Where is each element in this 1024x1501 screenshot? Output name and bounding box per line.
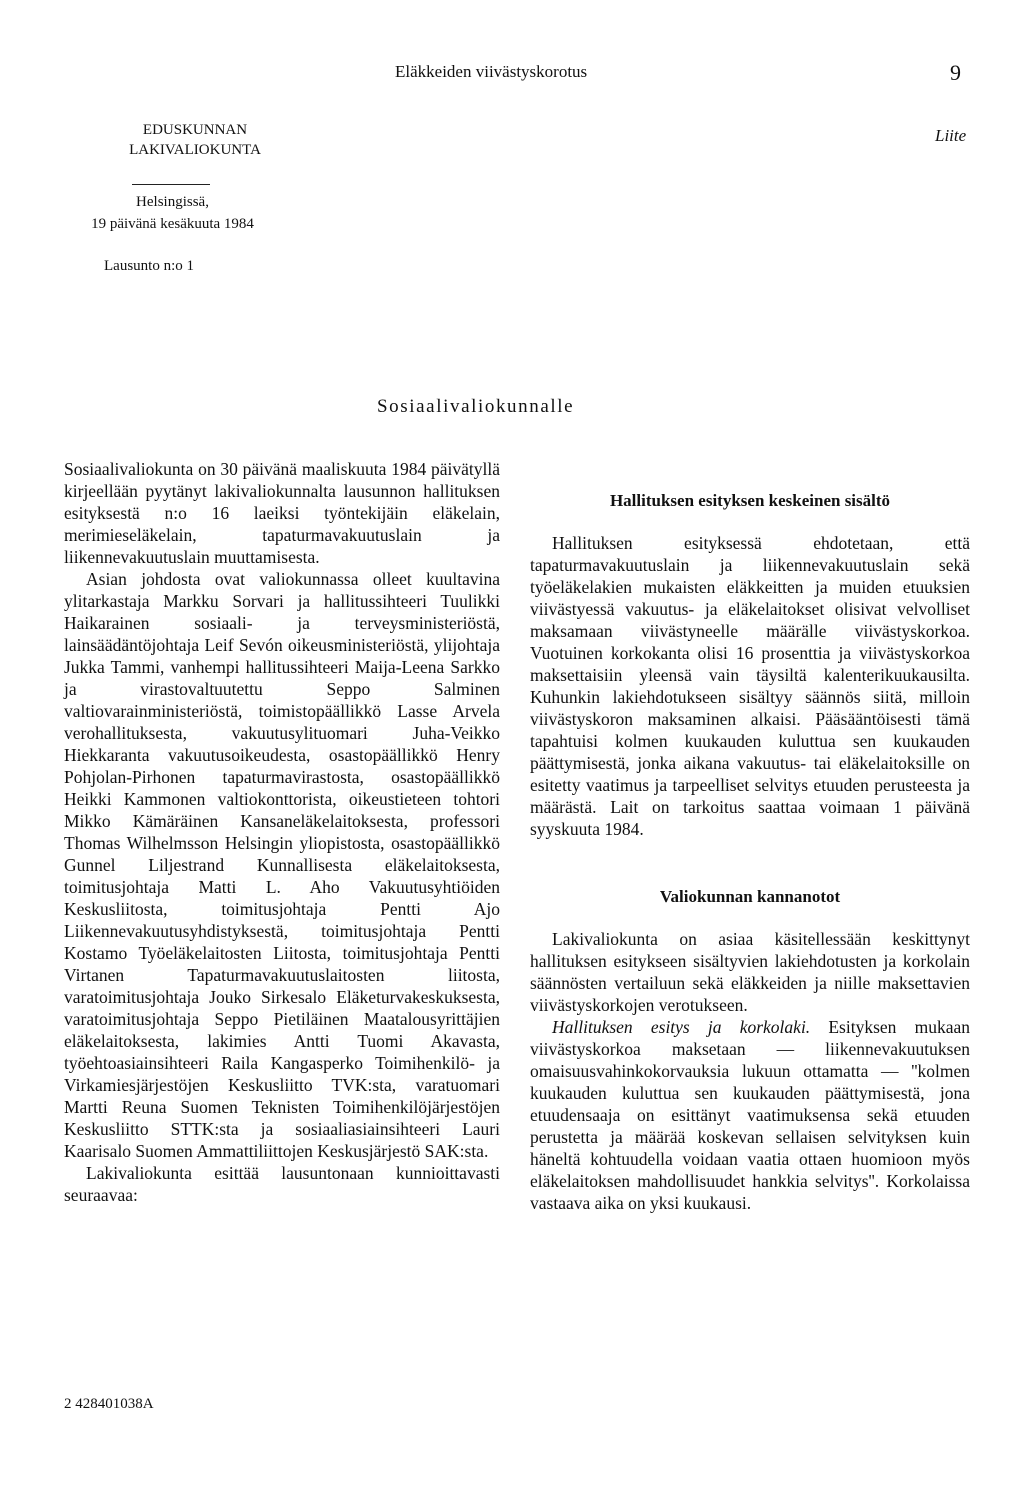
place: Helsingissä, xyxy=(136,194,209,210)
committee-name xyxy=(60,120,330,160)
right-column xyxy=(530,490,970,1214)
running-title: Eläkkeiden viivästyskorotus xyxy=(395,62,588,81)
page-number: 9 xyxy=(950,60,961,85)
print-code: 2 428401038A xyxy=(64,1396,154,1412)
paragraph: Asian johdosta ovat valiokunnassa olleet kuultavina ylitarkastaja Markku Sorvari ja hallitussihteeri Tuulikki Haikarainen sosiaali- ja terveysministeriöstä, lainsäädäntöjohtaja Leif Sevón oikeusministeriöstä, ylijohtaja Jukka Tammi, vanhempi hallitussihteeri Maija-Leena Sarkko ja virastovaltuutettu Seppo Salminen valtiovarainministeriöstä, toimistopäällikkö Lasse Arvela verohallituksesta, vakuutusylituomari Juha-Veikko Hiekkaranta vakuutusoikeudesta, osastopäällikkö Henry Pohjolan-Pirhonen tapaturmavirastosta, osastopäällikkö Heikki Kammonen valtiokonttorista, oikeustieteen tohtori Mikko Kämäräinen Kansaneläkelaitoksesta, professori Thomas Wilhelmsson Helsingin yliopistosta, osastopäällikkö Gunnel Liljestrand Kunnallisesta eläkelaitoksesta, toimitusjohtaja Matti L. Aho Vakuutusyhtiöiden Keskusliitosta, toimitusjohtaja Pentti Ajo Liikennevakuutusyhdistyksestä, toimitusjohtaja Pentti Kostamo Työeläkelaitosten Liitosta, toimitusjohtaja Pentti Virtanen Tapaturmavakuutuslaitosten liitosta, varatoimitusjohtaja Jouko Sirkesalo Eläketurvakeskuksesta, varatoimitusjohtaja Seppo Pietiläinen Maatalousyrittäjien eläkelaitoksesta, lakimies Antti Tuomi Akavasta, työehtoasiainsihteeri Raila Kangasperko Toimihenkilö- ja Virkamiesjärjestöjen Keskusliitto TVK:sta, varatuomari Martti Reuna Suomen Teknisten Toimihenkilöjärjestöjen Keskusliitto STTK:sta ja sosiaaliasiainsihteeri Lauri Kaarisalo Suomen Ammattiliittojen Keskusjärjestö SAK:sta. xyxy=(64,569,500,1161)
paragraph: Hallituksen esityksessä ehdotetaan, että tapaturmavakuutuslain ja liikennevakuutuslain sekä työeläkelakien mukaisten eläkkeitten ja muiden etuuksien viivästyessä vakuutus- ja eläkelaitokset olisivat velvolliset maksamaan viivästyneelle määrälle viivästyskorkoa. Vuotuinen korkokanta olisi 16 prosenttia ja viivästyskorkoa maksettaisiin yleensä vain täysiltä kalenterikuukausilta. Kuhunkin lakiehdotukseen sisältyy säännös siitä, milloin viivästyskoron maksaminen alkaisi. Pääsääntöisesti tämä tapahtuisi kolmen kuukauden kuluttua sen kuukauden päättymisestä, jonka aikana vakuutus- tai eläkelaitoksille on esitetty vaatimus ja tarpeelliset selvitys etuuden perusteesta ja määrästä. Lait on tarkoitus saattaa voimaan 1 päivänä syyskuuta 1984. xyxy=(530,533,970,839)
paragraph: Lakivaliokunta on asiaa käsitellessään keskittynyt hallituksen esitykseen sisältyvien lakiehdotusten ja korkolain säännösten vertailuun sekä eläkkeiden ja niille maksettavien viivästyskorkojen verotukseen. xyxy=(530,929,970,1015)
section-heading: Valiokunnan kannanotot xyxy=(659,887,841,906)
paragraph: Lakivaliokunta esittää lausuntonaan kunnioittavasti seuraavaa: xyxy=(64,1163,500,1205)
paragraph-title: Hallituksen esitys ja korkolaki. xyxy=(552,1017,811,1037)
date: 19 päivänä kesäkuuta 1984 xyxy=(91,216,254,232)
divider xyxy=(132,184,210,185)
committee-line-1: EDUSKUNNAN xyxy=(142,122,248,138)
section-heading: Hallituksen esityksen keskeinen sisältö xyxy=(609,491,891,510)
appendix-label: Liite xyxy=(935,126,967,145)
committee-line-2: LAKIVALIOKUNTA xyxy=(129,142,261,158)
paragraph-text: Esityksen mukaan viivästyskorkoa maksetaan — liikennevakuutuksen omaisuusvahinkokorvauksia lukuun ottamatta — ''kolmen kuukauden kuluttua sen kuukauden päättymisestä, jona etuudensaaja on esittänyt vaatimuksensa sekä etuuden perustetta ja määrää koskevan sellaisen selvityksen kuin häneltä kohtuudella voidaan vaatia ottaen huomioon myös eläkelaitoksen mahdollisuudet hankkia selvitys''. Korkolaissa vastaava aika on yksi kuukausi. xyxy=(530,1017,970,1213)
left-column xyxy=(64,458,500,1206)
statement-number: Lausunto n:o 1 xyxy=(104,258,194,274)
paragraph xyxy=(530,1016,970,1214)
addressee: Sosiaalivaliokunnalle xyxy=(377,396,575,417)
paragraph: Sosiaalivaliokunta on 30 päivänä maaliskuuta 1984 päivätyllä kirjeellään pyytänyt lakivaliokunnalta lausunnon hallituksen esityksestä n:o 16 laeiksi työntekijäin eläkelain, merimieseläkelain, tapaturmavakuutuslain ja liikennevakuutuslain muuttamisesta. xyxy=(64,459,500,567)
